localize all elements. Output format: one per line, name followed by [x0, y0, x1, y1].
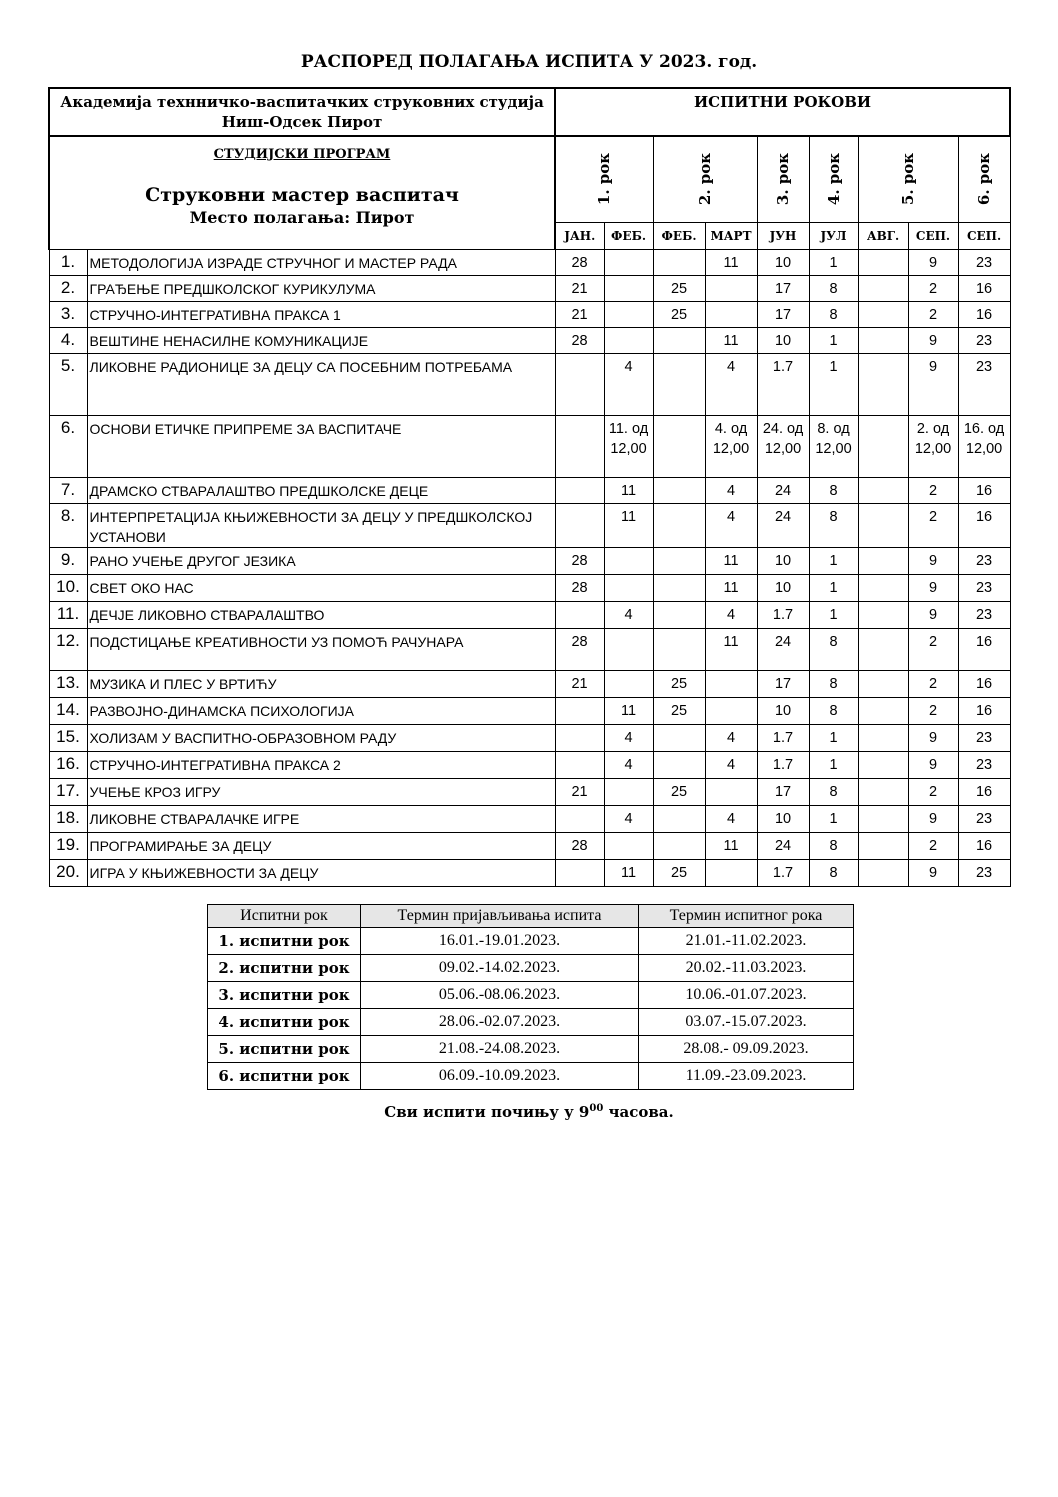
exam-schedule-table [48, 87, 1011, 887]
exam-date-cell: 8 [809, 697, 858, 724]
table-row [49, 249, 1010, 275]
program-name: Струковни мастер васпитач [145, 184, 459, 206]
exam-date-cell: 2. од 12,00 [908, 415, 958, 477]
row-number: 11. [49, 601, 87, 628]
exam-date-cell: 1 [809, 249, 858, 275]
exam-date-cell: 1.7 [757, 601, 809, 628]
exam-date-cell: 16 [958, 697, 1010, 724]
exam-date-cell: 4 [705, 724, 757, 751]
table-row [49, 275, 1010, 301]
table-row [49, 353, 1010, 415]
exam-date-cell: 8 [809, 503, 858, 547]
exam-date-cell [858, 724, 908, 751]
exam-date-cell [705, 778, 757, 805]
exam-date-cell [604, 670, 653, 697]
exam-date-cell: 21 [555, 275, 604, 301]
exam-date-cell [858, 805, 908, 832]
exam-date-cell: 11 [705, 327, 757, 353]
exam-date-cell: 1.7 [757, 353, 809, 415]
exam-date-cell: 16. од 12,00 [958, 415, 1010, 477]
exam-date-cell: 1 [809, 353, 858, 415]
row-number: 4. [49, 327, 87, 353]
exam-date-cell [604, 275, 653, 301]
row-number: 15. [49, 724, 87, 751]
row-number: 19. [49, 832, 87, 859]
exam-date-cell [653, 503, 705, 547]
exam-date-cell: 2 [908, 301, 958, 327]
exam-period-dates: 03.07.-15.07.2023. [639, 1009, 854, 1036]
subject-name: РАНО УЧЕЊЕ ДРУГОГ ЈЕЗИКА [87, 547, 555, 574]
exam-date-cell: 16 [958, 301, 1010, 327]
month-header: СЕП. [958, 222, 1010, 249]
exam-date-cell: 9 [908, 805, 958, 832]
exam-date-cell: 25 [653, 301, 705, 327]
exam-date-cell: 2 [908, 778, 958, 805]
program-label: СТУДИЈСКИ ПРОГРАМ [213, 147, 391, 162]
period-6-header: 6. рок [958, 136, 1010, 222]
table-row [49, 628, 1010, 670]
period-1-header: 1. рок [555, 136, 653, 222]
subject-name: ГРАЂЕЊЕ ПРЕДШКОЛСКОГ КУРИКУЛУМА [87, 275, 555, 301]
table-row [49, 670, 1010, 697]
subject-name: ДРАМСКО СТВАРАЛАШТВО ПРЕДШКОЛСКЕ ДЕЦЕ [87, 477, 555, 503]
table-row [49, 805, 1010, 832]
subject-name: ДЕЧЈЕ ЛИКОВНО СТВАРАЛАШТВО [87, 601, 555, 628]
table-row [49, 832, 1010, 859]
exam-date-cell: 11 [604, 697, 653, 724]
exam-date-cell [858, 601, 908, 628]
exam-date-cell [705, 301, 757, 327]
exam-date-cell [653, 415, 705, 477]
exam-date-cell: 28 [555, 628, 604, 670]
exam-date-cell: 16 [958, 628, 1010, 670]
exam-date-cell: 4 [604, 353, 653, 415]
page-title: РАСПОРЕД ПОЛАГАЊА ИСПИТА У 2023. год. [300, 52, 758, 72]
exam-date-cell [604, 832, 653, 859]
exam-date-cell: 4 [705, 503, 757, 547]
exam-date-cell: 23 [958, 547, 1010, 574]
registration-dates: 21.08.-24.08.2023. [361, 1036, 639, 1063]
exam-date-cell: 25 [653, 778, 705, 805]
exam-period-dates: 11.09.-23.09.2023. [639, 1063, 854, 1090]
subject-name: ЛИКОВНЕ РАДИОНИЦЕ ЗА ДЕЦУ СА ПОСЕБНИМ ПОТРЕБАМА [87, 353, 555, 415]
table-row [49, 778, 1010, 805]
registration-dates: 06.09.-10.09.2023. [361, 1063, 639, 1090]
period-label: 5. испитни рок [208, 1036, 361, 1063]
exam-date-cell: 8. од 12,00 [809, 415, 858, 477]
table-row [49, 859, 1010, 886]
start-time-note: Сви испити почињу у $9^{00}$ часова. [384, 1103, 674, 1121]
exam-date-cell: 8 [809, 301, 858, 327]
exam-terms-table [207, 904, 854, 1090]
terms-row [208, 928, 854, 955]
subject-name: ПРОГРАМИРАЊЕ ЗА ДЕЦУ [87, 832, 555, 859]
exam-date-cell [858, 327, 908, 353]
exam-date-cell: 4 [705, 751, 757, 778]
exam-date-cell [604, 301, 653, 327]
exam-date-cell: 2 [908, 670, 958, 697]
subject-name: УЧЕЊЕ КРОЗ ИГРУ [87, 778, 555, 805]
row-number: 5. [49, 353, 87, 415]
exam-date-cell: 2 [908, 697, 958, 724]
exam-date-cell: 17 [757, 301, 809, 327]
table-row [49, 503, 1010, 547]
row-number: 16. [49, 751, 87, 778]
exam-date-cell: 24. од 12,00 [757, 415, 809, 477]
exam-date-cell [705, 670, 757, 697]
exam-date-cell: 11 [705, 249, 757, 275]
exam-date-cell: 2 [908, 503, 958, 547]
table-row [49, 751, 1010, 778]
exam-date-cell: 28 [555, 249, 604, 275]
exam-date-cell [858, 249, 908, 275]
exam-date-cell: 23 [958, 327, 1010, 353]
exam-location: Место полагања: Пирот [189, 208, 415, 227]
exam-date-cell: 16 [958, 778, 1010, 805]
exam-date-cell: 4 [705, 353, 757, 415]
period-4-header: 4. рок [809, 136, 858, 222]
table-row [49, 601, 1010, 628]
month-header: ЈУЛ [809, 222, 858, 249]
exam-date-cell [858, 859, 908, 886]
exam-date-cell [858, 751, 908, 778]
exam-date-cell: 9 [908, 574, 958, 601]
subject-name: МУЗИКА И ПЛЕС У ВРТИЋУ [87, 670, 555, 697]
exam-date-cell: 21 [555, 670, 604, 697]
exam-date-cell [858, 477, 908, 503]
exam-date-cell: 9 [908, 724, 958, 751]
exam-date-cell: 1 [809, 601, 858, 628]
terms-header-registration: Термин пријављивања испита [361, 905, 639, 928]
subject-name: МЕТОДОЛОГИЈА ИЗРАДЕ СТРУЧНОГ И МАСТЕР РАДА [87, 249, 555, 275]
exam-date-cell: 1 [809, 751, 858, 778]
month-header: МАРТ [705, 222, 757, 249]
exam-period-dates: 10.06.-01.07.2023. [639, 982, 854, 1009]
table-row [49, 697, 1010, 724]
terms-row [208, 955, 854, 982]
exam-date-cell: 1.7 [757, 751, 809, 778]
exam-date-cell: 4 [604, 724, 653, 751]
exam-date-cell: 16 [958, 477, 1010, 503]
exam-period-dates: 20.02.-11.03.2023. [639, 955, 854, 982]
month-header: АВГ. [858, 222, 908, 249]
exam-date-cell: 2 [908, 832, 958, 859]
exam-date-cell: 4. од 12,00 [705, 415, 757, 477]
exam-date-cell: 11. од 12,00 [604, 415, 653, 477]
exam-date-cell: 11 [705, 628, 757, 670]
month-header: ЈАН. [555, 222, 604, 249]
exam-date-cell: 16 [958, 670, 1010, 697]
period-2-header: 2. рок [653, 136, 757, 222]
exam-date-cell [555, 751, 604, 778]
exam-date-cell [653, 751, 705, 778]
exam-date-cell: 23 [958, 859, 1010, 886]
exam-date-cell: 4 [705, 601, 757, 628]
exam-date-cell: 10 [757, 574, 809, 601]
registration-dates: 05.06.-08.06.2023. [361, 982, 639, 1009]
exam-date-cell: 9 [908, 751, 958, 778]
exam-date-cell [705, 859, 757, 886]
exam-date-cell: 11 [604, 477, 653, 503]
registration-dates: 28.06.-02.07.2023. [361, 1009, 639, 1036]
exam-date-cell: 8 [809, 778, 858, 805]
exam-date-cell: 10 [757, 327, 809, 353]
exam-date-cell: 1 [809, 547, 858, 574]
exam-date-cell: 23 [958, 805, 1010, 832]
terms-row [208, 1063, 854, 1090]
row-number: 1. [49, 249, 87, 275]
terms-header-period: Испитни рок [208, 905, 361, 928]
month-header: ЈУН [757, 222, 809, 249]
exam-date-cell: 25 [653, 275, 705, 301]
month-header: ФЕБ. [604, 222, 653, 249]
exam-date-cell: 4 [604, 805, 653, 832]
period-label: 6. испитни рок [208, 1063, 361, 1090]
exam-date-cell: 28 [555, 832, 604, 859]
exam-date-cell: 16 [958, 832, 1010, 859]
subject-name: СВЕТ ОКО НАС [87, 574, 555, 601]
institution-name: Академија технничко-васпитачких струковних студија Ниш-Одсек Пирот [49, 88, 555, 136]
exam-date-cell: 9 [908, 249, 958, 275]
exam-date-cell: 25 [653, 859, 705, 886]
subject-name: РАЗВОЈНО-ДИНАМСКА ПСИХОЛОГИЈА [87, 697, 555, 724]
row-number: 7. [49, 477, 87, 503]
exam-period-dates: 21.01.-11.02.2023. [639, 928, 854, 955]
exam-date-cell: 28 [555, 327, 604, 353]
exam-date-cell: 23 [958, 724, 1010, 751]
table-row [49, 574, 1010, 601]
month-header: СЕП. [908, 222, 958, 249]
subject-name: ОСНОВИ ЕТИЧКЕ ПРИПРЕМЕ ЗА ВАСПИТАЧЕ [87, 415, 555, 477]
exam-date-cell: 10 [757, 697, 809, 724]
exam-date-cell [653, 601, 705, 628]
exam-date-cell [858, 503, 908, 547]
exam-date-cell: 2 [908, 275, 958, 301]
subject-name: СТРУЧНО-ИНТЕГРАТИВНА ПРАКСА 2 [87, 751, 555, 778]
exam-date-cell: 16 [958, 503, 1010, 547]
exam-date-cell [858, 628, 908, 670]
exam-date-cell: 2 [908, 628, 958, 670]
row-number: 17. [49, 778, 87, 805]
row-number: 14. [49, 697, 87, 724]
exam-date-cell: 17 [757, 670, 809, 697]
exam-date-cell [705, 697, 757, 724]
exam-date-cell: 28 [555, 547, 604, 574]
exam-date-cell: 24 [757, 477, 809, 503]
exam-date-cell: 4 [705, 477, 757, 503]
subject-name: ИНТЕРПРЕТАЦИЈА КЊИЖЕВНОСТИ ЗА ДЕЦУ У ПРЕДШКОЛСКОЈ УСТАНОВИ [87, 503, 555, 547]
exam-date-cell: 23 [958, 751, 1010, 778]
exam-date-cell [555, 601, 604, 628]
exam-date-cell [604, 547, 653, 574]
exam-date-cell [555, 859, 604, 886]
exam-date-cell: 8 [809, 832, 858, 859]
exam-date-cell: 4 [705, 805, 757, 832]
exam-date-cell: 17 [757, 778, 809, 805]
exam-date-cell [858, 547, 908, 574]
exam-date-cell: 2 [908, 477, 958, 503]
registration-dates: 09.02.-14.02.2023. [361, 955, 639, 982]
exam-date-cell [653, 628, 705, 670]
exam-date-cell: 23 [958, 353, 1010, 415]
exam-date-cell [555, 724, 604, 751]
exam-date-cell [604, 574, 653, 601]
exam-date-cell [604, 327, 653, 353]
exam-date-cell [653, 547, 705, 574]
subject-name: ХОЛИЗАМ У ВАСПИТНО-ОБРАЗОВНОМ РАДУ [87, 724, 555, 751]
row-number: 8. [49, 503, 87, 547]
exam-date-cell: 25 [653, 697, 705, 724]
exam-date-cell [604, 778, 653, 805]
exam-date-cell: 16 [958, 275, 1010, 301]
exam-date-cell: 10 [757, 547, 809, 574]
period-label: 2. испитни рок [208, 955, 361, 982]
exam-date-cell: 9 [908, 327, 958, 353]
exam-date-cell [653, 327, 705, 353]
exam-date-cell: 17 [757, 275, 809, 301]
exam-date-cell: 25 [653, 670, 705, 697]
exam-date-cell: 9 [908, 353, 958, 415]
row-number: 2. [49, 275, 87, 301]
registration-dates: 16.01.-19.01.2023. [361, 928, 639, 955]
exam-date-cell [858, 697, 908, 724]
exam-date-cell [604, 628, 653, 670]
program-cell [49, 136, 555, 249]
exam-date-cell: 1 [809, 724, 858, 751]
row-number: 18. [49, 805, 87, 832]
exam-date-cell [555, 477, 604, 503]
exam-date-cell [653, 832, 705, 859]
exam-date-cell: 9 [908, 859, 958, 886]
exam-date-cell: 8 [809, 859, 858, 886]
exam-date-cell: 28 [555, 574, 604, 601]
exam-date-cell: 11 [705, 574, 757, 601]
table-row [49, 724, 1010, 751]
subject-name: ПОДСТИЦАЊЕ КРЕАТИВНОСТИ УЗ ПОМОЋ РАЧУНАРА [87, 628, 555, 670]
exam-date-cell [858, 574, 908, 601]
terms-row [208, 982, 854, 1009]
terms-header-exam-period: Термин испитног рока [639, 905, 854, 928]
exam-date-cell: 4 [604, 601, 653, 628]
row-number: 9. [49, 547, 87, 574]
exam-date-cell: 1.7 [757, 859, 809, 886]
exam-date-cell: 4 [604, 751, 653, 778]
exam-date-cell [858, 778, 908, 805]
terms-row [208, 1036, 854, 1063]
exam-date-cell [555, 415, 604, 477]
exam-date-cell: 8 [809, 275, 858, 301]
exam-date-cell: 24 [757, 503, 809, 547]
exam-date-cell [555, 503, 604, 547]
exam-date-cell: 1 [809, 327, 858, 353]
exam-date-cell [653, 805, 705, 832]
exam-date-cell [555, 805, 604, 832]
exam-date-cell: 9 [908, 601, 958, 628]
exam-date-cell [653, 249, 705, 275]
exam-date-cell: 11 [604, 859, 653, 886]
exam-date-cell: 8 [809, 628, 858, 670]
exam-period-dates: 28.08.- 09.09.2023. [639, 1036, 854, 1063]
exam-date-cell [653, 574, 705, 601]
subject-name: ЛИКОВНЕ СТВАРАЛАЧКЕ ИГРЕ [87, 805, 555, 832]
exam-date-cell: 8 [809, 670, 858, 697]
exam-date-cell: 23 [958, 574, 1010, 601]
exam-date-cell [858, 832, 908, 859]
exam-date-cell [858, 275, 908, 301]
exam-date-cell: 24 [757, 832, 809, 859]
exam-date-cell: 11 [705, 547, 757, 574]
exam-date-cell: 8 [809, 477, 858, 503]
row-number: 3. [49, 301, 87, 327]
exam-date-cell [858, 670, 908, 697]
exam-date-cell [555, 697, 604, 724]
month-header: ФЕБ. [653, 222, 705, 249]
subject-name: СТРУЧНО-ИНТЕГРАТИВНА ПРАКСА 1 [87, 301, 555, 327]
exam-date-cell [858, 353, 908, 415]
table-row [49, 301, 1010, 327]
row-number: 12. [49, 628, 87, 670]
row-number: 6. [49, 415, 87, 477]
row-number: 20. [49, 859, 87, 886]
exam-date-cell: 1 [809, 574, 858, 601]
exam-date-cell [604, 249, 653, 275]
exam-date-cell: 23 [958, 249, 1010, 275]
table-row [49, 327, 1010, 353]
subject-name: ИГРА У КЊИЖЕВНОСТИ ЗА ДЕЦУ [87, 859, 555, 886]
table-row [49, 415, 1010, 477]
period-label: 4. испитни рок [208, 1009, 361, 1036]
period-label: 1. испитни рок [208, 928, 361, 955]
exam-date-cell: 1 [809, 805, 858, 832]
exam-date-cell: 11 [604, 503, 653, 547]
exam-date-cell [858, 415, 908, 477]
exam-date-cell: 10 [757, 249, 809, 275]
row-number: 10. [49, 574, 87, 601]
exam-date-cell [705, 275, 757, 301]
exam-date-cell: 10 [757, 805, 809, 832]
exam-date-cell: 11 [705, 832, 757, 859]
exam-date-cell: 1.7 [757, 724, 809, 751]
period-5-header: 5. рок [858, 136, 958, 222]
exam-date-cell: 24 [757, 628, 809, 670]
row-number: 13. [49, 670, 87, 697]
exam-date-cell [653, 724, 705, 751]
exam-date-cell [858, 301, 908, 327]
subject-name: ВЕШТИНЕ НЕНАСИЛНЕ КОМУНИКАЦИЈЕ [87, 327, 555, 353]
terms-row [208, 1009, 854, 1036]
period-label: 3. испитни рок [208, 982, 361, 1009]
exam-date-cell: 9 [908, 547, 958, 574]
exam-date-cell [555, 353, 604, 415]
period-3-header: 3. рок [757, 136, 809, 222]
exam-date-cell: 23 [958, 601, 1010, 628]
exam-date-cell: 21 [555, 778, 604, 805]
table-row [49, 547, 1010, 574]
table-row [49, 477, 1010, 503]
exam-date-cell [653, 353, 705, 415]
exam-date-cell [653, 477, 705, 503]
exam-date-cell: 21 [555, 301, 604, 327]
exam-periods-header: ИСПИТНИ РОКОВИ [555, 88, 1010, 136]
